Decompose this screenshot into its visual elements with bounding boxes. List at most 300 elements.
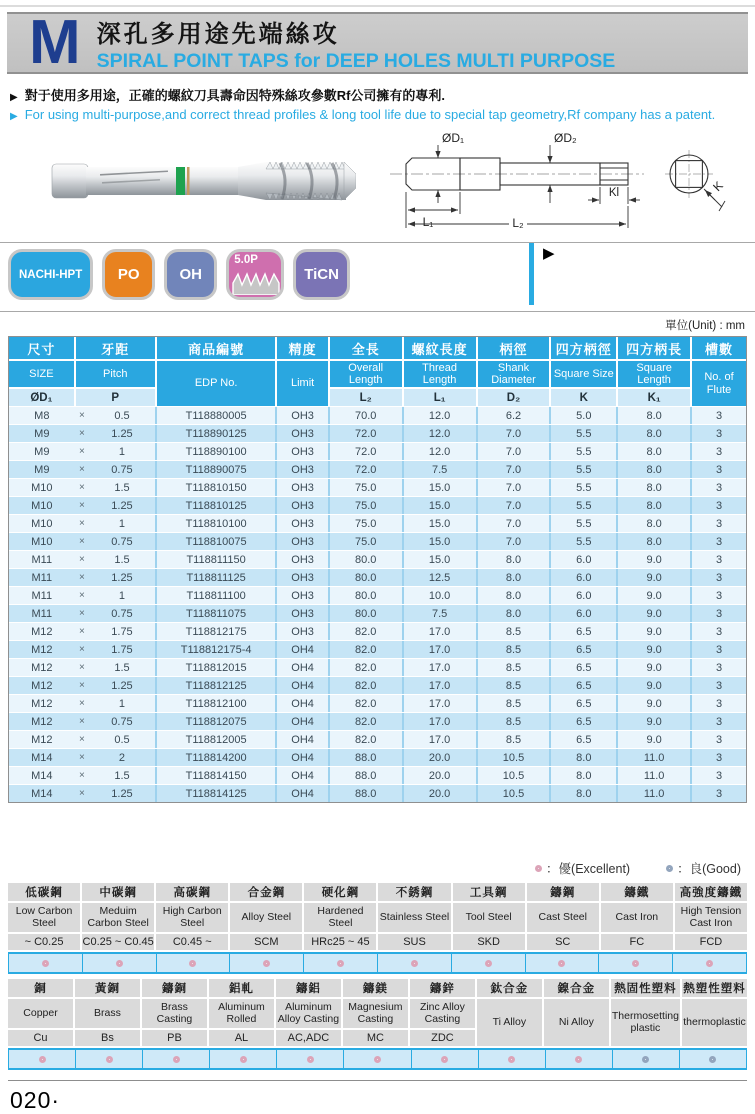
pitch-value: 1.5 bbox=[114, 769, 130, 782]
thread-length-cell: 17.0 bbox=[404, 713, 476, 730]
section-letter: M bbox=[29, 8, 81, 77]
pitch-value: 1 bbox=[118, 445, 126, 458]
flute-cell: 3 bbox=[692, 479, 746, 496]
material-name-en: Meduim Carbon Steel bbox=[82, 903, 154, 932]
material-table-steel-marks bbox=[8, 952, 747, 974]
edp-cell: T118812175-4 bbox=[157, 641, 276, 658]
table-row bbox=[9, 532, 746, 550]
tap-tip bbox=[344, 162, 356, 200]
overall-length-cell: 80.0 bbox=[330, 551, 402, 568]
overall-length-cell: 80.0 bbox=[330, 605, 402, 622]
flute-cell: 3 bbox=[692, 569, 746, 586]
bullet-en-text: For using multi-purpose,and correct thread profiles & long tool life due to special tap geometry,Rf company has a patent. bbox=[24, 107, 716, 122]
badge-label: TiCN bbox=[304, 266, 339, 283]
edp-cell: T118810150 bbox=[157, 479, 276, 496]
square-size-cell: 6.5 bbox=[551, 677, 616, 694]
rating-cell bbox=[525, 954, 599, 972]
limit-cell: OH4 bbox=[277, 641, 327, 658]
size-pitch-cell bbox=[9, 587, 155, 604]
shank-diameter-cell: 8.5 bbox=[478, 677, 550, 694]
spacer bbox=[0, 803, 755, 859]
flute-cell: 3 bbox=[692, 407, 746, 424]
material-name-en: Copper bbox=[8, 999, 73, 1028]
square-length-cell: 8.0 bbox=[618, 479, 690, 496]
table-row bbox=[9, 460, 746, 478]
times-symbol: × bbox=[78, 446, 85, 457]
material-name-zh: 銅 bbox=[8, 979, 73, 997]
material-name-zh: 合金鋼 bbox=[230, 883, 302, 901]
badge-label: 5.0P bbox=[234, 254, 258, 266]
rating-cell bbox=[411, 1050, 478, 1068]
square-size-cell: 8.0 bbox=[551, 767, 616, 784]
table-row bbox=[9, 784, 746, 802]
flute-cell: 3 bbox=[692, 641, 746, 658]
material-name-en: Tool Steel bbox=[453, 903, 525, 932]
square-size-cell: 6.0 bbox=[551, 569, 616, 586]
limit-cell: OH3 bbox=[277, 497, 327, 514]
size-value: M11 bbox=[31, 607, 53, 620]
overall-length-cell: 80.0 bbox=[330, 569, 402, 586]
material-code: Bs bbox=[75, 1030, 140, 1046]
badge-po bbox=[102, 249, 155, 300]
pitch-value: 2 bbox=[118, 751, 126, 764]
square-length-cell: 11.0 bbox=[618, 749, 690, 766]
material-name-en: Cast Steel bbox=[527, 903, 599, 932]
page-title-zh: 深孔多用途先端絲攻 bbox=[96, 20, 340, 48]
rating-cell bbox=[9, 954, 82, 972]
flute-cell: 3 bbox=[692, 695, 746, 712]
col-header-zh: 牙距 bbox=[76, 337, 155, 359]
square-size-cell: 5.5 bbox=[551, 479, 616, 496]
table-row bbox=[9, 640, 746, 658]
edp-cell: T118812075 bbox=[157, 713, 276, 730]
material-name-en: Aluminum Alloy Casting bbox=[276, 999, 341, 1028]
good-mark-icon bbox=[709, 1056, 716, 1063]
square-size-cell: 5.5 bbox=[551, 425, 616, 442]
col-header-en: Thread Length bbox=[404, 361, 476, 387]
square-size-cell: 5.5 bbox=[551, 461, 616, 478]
times-symbol: × bbox=[78, 410, 85, 421]
limit-cell: OH3 bbox=[277, 623, 327, 640]
material-name-en: thermoplastic bbox=[682, 999, 747, 1046]
thread-length-cell: 15.0 bbox=[404, 497, 476, 514]
square-size-cell: 6.5 bbox=[551, 659, 616, 676]
material-name-zh: 鑄鎂 bbox=[343, 979, 408, 997]
excellent-mark-icon bbox=[632, 960, 639, 967]
shank-diameter-cell: 7.0 bbox=[478, 533, 550, 550]
table-row bbox=[9, 748, 746, 766]
col-header-en: Square Size bbox=[551, 361, 616, 387]
spec-table-header bbox=[9, 337, 746, 406]
size-value: M12 bbox=[31, 643, 53, 656]
legend-good-label: ：良(Good) bbox=[677, 862, 741, 876]
table-row bbox=[9, 730, 746, 748]
material-name-zh: 黃銅 bbox=[75, 979, 140, 997]
footer-rule bbox=[8, 1080, 747, 1081]
material-name-en: Stainless Steel bbox=[378, 903, 450, 932]
col-header-en: SIZE bbox=[9, 361, 74, 387]
flute-cell: 3 bbox=[692, 515, 746, 532]
material-name-zh: 鑄鋼 bbox=[527, 883, 599, 901]
limit-cell: OH3 bbox=[277, 551, 327, 568]
tap-product-photo bbox=[26, 134, 356, 234]
square-length-cell: 8.0 bbox=[618, 425, 690, 442]
edp-cell: T118814150 bbox=[157, 767, 276, 784]
square-size-cell: 5.5 bbox=[551, 533, 616, 550]
badge-ticn bbox=[293, 249, 350, 300]
material-table-nonferrous-marks bbox=[8, 1048, 747, 1070]
material-table-steel bbox=[8, 883, 747, 974]
material-name-en: Zinc Alloy Casting bbox=[410, 999, 475, 1028]
size-value: M14 bbox=[31, 751, 53, 764]
size-pitch-cell bbox=[9, 641, 155, 658]
times-symbol: × bbox=[78, 716, 85, 727]
square-length-cell: 9.0 bbox=[618, 713, 690, 730]
material-name-en: Magnesium Casting bbox=[343, 999, 408, 1028]
excellent-mark-icon bbox=[106, 1056, 113, 1063]
size-pitch-cell bbox=[9, 479, 155, 496]
flute-cell: 3 bbox=[692, 767, 746, 784]
rating-cell bbox=[545, 1050, 612, 1068]
material-name-zh: 熱固性塑料 bbox=[611, 979, 680, 997]
square-size-cell: 5.0 bbox=[551, 407, 616, 424]
limit-cell: OH3 bbox=[277, 425, 327, 442]
size-value: M8 bbox=[34, 409, 50, 422]
spec-table bbox=[8, 336, 747, 803]
size-value: M11 bbox=[31, 553, 53, 566]
thread-length-cell: 12.5 bbox=[404, 569, 476, 586]
square-size-cell: 5.5 bbox=[551, 497, 616, 514]
material-code: AL bbox=[209, 1030, 274, 1046]
material-name-en: Hardened Steel bbox=[304, 903, 376, 932]
limit-cell: OH4 bbox=[277, 713, 327, 730]
material-name-en: High Carbon Steel bbox=[156, 903, 228, 932]
badge-nachi-hpt bbox=[8, 249, 93, 300]
col-header-zh: 四方柄徑 bbox=[551, 337, 616, 359]
col-header-zh: 柄徑 bbox=[478, 337, 550, 359]
thread-length-cell: 17.0 bbox=[404, 731, 476, 748]
excellent-mark-icon bbox=[116, 960, 123, 967]
edp-cell: T118814125 bbox=[157, 785, 276, 802]
square-size-cell: 5.5 bbox=[551, 443, 616, 460]
square-length-cell: 9.0 bbox=[618, 605, 690, 622]
size-pitch-cell bbox=[9, 749, 155, 766]
edp-cell: T118810075 bbox=[157, 533, 276, 550]
square-length-cell: 11.0 bbox=[618, 785, 690, 802]
excellent-mark-icon bbox=[411, 960, 418, 967]
col-header-symbol: L₂ bbox=[330, 389, 402, 406]
overall-length-cell: 82.0 bbox=[330, 641, 402, 658]
times-symbol: × bbox=[78, 770, 85, 781]
edp-cell: T118811075 bbox=[157, 605, 276, 622]
shank-diameter-cell: 7.0 bbox=[478, 479, 550, 496]
square-size-cell: 5.5 bbox=[551, 515, 616, 532]
shank-diameter-cell: 8.0 bbox=[478, 569, 550, 586]
thread-length-cell: 15.0 bbox=[404, 551, 476, 568]
k-label: K bbox=[710, 178, 726, 195]
thread-length-cell: 17.0 bbox=[404, 695, 476, 712]
material-name-en: Brass Casting bbox=[142, 999, 207, 1028]
l1-label: L₁ bbox=[422, 215, 434, 229]
overall-length-cell: 75.0 bbox=[330, 515, 402, 532]
excellent-mark-icon bbox=[173, 1056, 180, 1063]
col-header-en: Limit bbox=[277, 361, 327, 406]
material-name-en: Ti Alloy bbox=[477, 999, 542, 1046]
table-row bbox=[9, 406, 746, 424]
size-pitch-cell bbox=[9, 443, 155, 460]
rating-legend bbox=[14, 859, 741, 877]
material-code: AC,ADC bbox=[276, 1030, 341, 1046]
size-pitch-cell bbox=[9, 515, 155, 532]
material-name-zh: 鋁軋 bbox=[209, 979, 274, 997]
excellent-mark-icon bbox=[441, 1056, 448, 1063]
rating-cell bbox=[679, 1050, 746, 1068]
size-value: M9 bbox=[34, 427, 50, 440]
overall-length-cell: 82.0 bbox=[330, 731, 402, 748]
edp-cell: T118890125 bbox=[157, 425, 276, 442]
thread-length-cell: 7.5 bbox=[404, 461, 476, 478]
square-size-cell: 6.5 bbox=[551, 695, 616, 712]
rating-cell bbox=[209, 1050, 276, 1068]
times-symbol: × bbox=[78, 518, 85, 529]
material-name-zh: 不銹鋼 bbox=[378, 883, 450, 901]
edp-cell: T118812125 bbox=[157, 677, 276, 694]
overall-length-cell: 88.0 bbox=[330, 767, 402, 784]
shank-diameter-cell: 8.0 bbox=[478, 551, 550, 568]
rating-cell bbox=[75, 1050, 142, 1068]
overall-length-cell: 82.0 bbox=[330, 623, 402, 640]
shank-diameter-cell: 7.0 bbox=[478, 425, 550, 442]
limit-cell: OH3 bbox=[277, 479, 327, 496]
flute-cell: 3 bbox=[692, 461, 746, 478]
shank-diameter-cell: 7.0 bbox=[478, 461, 550, 478]
times-symbol: × bbox=[78, 500, 85, 511]
col-header-en: Shank Diameter bbox=[478, 361, 550, 387]
square-length-cell: 9.0 bbox=[618, 641, 690, 658]
flute-cell: 3 bbox=[692, 425, 746, 442]
thread-length-cell: 10.0 bbox=[404, 587, 476, 604]
edp-cell: T118810125 bbox=[157, 497, 276, 514]
size-pitch-cell bbox=[9, 533, 155, 550]
size-pitch-cell bbox=[9, 569, 155, 586]
page-number: 020· bbox=[10, 1087, 61, 1113]
times-symbol: × bbox=[78, 572, 85, 583]
thread-length-cell: 17.0 bbox=[404, 677, 476, 694]
bullet-en bbox=[10, 107, 745, 122]
col-header-symbol: ØD₁ bbox=[9, 389, 74, 406]
legend-excellent bbox=[535, 859, 630, 877]
material-name-en: Alloy Steel bbox=[230, 903, 302, 932]
legend-excellent-label: ：優(Excellent) bbox=[546, 862, 631, 876]
overall-length-cell: 82.0 bbox=[330, 695, 402, 712]
material-code: C0.25 ~ C0.45 bbox=[82, 936, 154, 948]
shank-diameter-cell: 8.5 bbox=[478, 731, 550, 748]
col-header-zh: 槽數 bbox=[692, 337, 746, 359]
rating-cell bbox=[343, 1050, 410, 1068]
times-symbol: × bbox=[78, 464, 85, 475]
badges bbox=[8, 249, 350, 307]
d2-label: ØD₂ bbox=[554, 131, 577, 145]
edp-cell: T118810100 bbox=[157, 515, 276, 532]
table-row bbox=[9, 442, 746, 460]
thread-length-cell: 15.0 bbox=[404, 533, 476, 550]
rating-cell bbox=[229, 954, 303, 972]
square-length-cell: 11.0 bbox=[618, 767, 690, 784]
material-code: SCM bbox=[230, 934, 302, 950]
table-row bbox=[9, 424, 746, 442]
pitch-value: 1 bbox=[118, 589, 126, 602]
col-header-zh: 全長 bbox=[330, 337, 402, 359]
pitch-value: 1.25 bbox=[111, 499, 133, 512]
thread-length-cell: 12.0 bbox=[404, 407, 476, 424]
shank-diameter-cell: 8.5 bbox=[478, 713, 550, 730]
shank-diameter-cell: 8.5 bbox=[478, 641, 550, 658]
flute-cell: 3 bbox=[692, 533, 746, 550]
limit-cell: OH4 bbox=[277, 785, 327, 802]
edp-cell: T118880005 bbox=[157, 407, 276, 424]
square-size-cell: 6.5 bbox=[551, 713, 616, 730]
pitch-value: 0.75 bbox=[111, 463, 133, 476]
material-code: SKD bbox=[453, 934, 525, 950]
col-header-zh: 四方柄長 bbox=[618, 337, 690, 359]
size-value: M12 bbox=[31, 715, 53, 728]
shank-diameter-cell: 10.5 bbox=[478, 785, 550, 802]
size-value: M10 bbox=[31, 535, 53, 548]
size-pitch-cell bbox=[9, 713, 155, 730]
square-size-cell: 6.0 bbox=[551, 587, 616, 604]
flute-cell: 3 bbox=[692, 497, 746, 514]
excellent-mark-icon bbox=[307, 1056, 314, 1063]
size-pitch-cell bbox=[9, 767, 155, 784]
overall-length-cell: 88.0 bbox=[330, 785, 402, 802]
accent-bar bbox=[529, 243, 534, 305]
square-length-cell: 8.0 bbox=[618, 461, 690, 478]
edp-cell: T118814200 bbox=[157, 749, 276, 766]
material-code: Cu bbox=[8, 1030, 73, 1046]
times-symbol: × bbox=[78, 608, 85, 619]
times-symbol: × bbox=[78, 788, 85, 799]
material-name-zh: 鑄鐵 bbox=[601, 883, 673, 901]
size-value: M9 bbox=[34, 463, 50, 476]
limit-cell: OH3 bbox=[277, 443, 327, 460]
col-header-zh: 精度 bbox=[277, 337, 327, 359]
square-length-cell: 8.0 bbox=[618, 443, 690, 460]
col-header-symbol: D₂ bbox=[478, 389, 550, 406]
times-symbol: × bbox=[78, 644, 85, 655]
material-name-en: Aluminum Rolled bbox=[209, 999, 274, 1028]
dimension-drawing bbox=[384, 130, 731, 238]
limit-cell: OH3 bbox=[277, 587, 327, 604]
table-row bbox=[9, 658, 746, 676]
rating-cell bbox=[451, 954, 525, 972]
catalog-page bbox=[0, 5, 755, 1114]
pitch-value: 1.75 bbox=[111, 625, 133, 638]
shank-diameter-cell: 8.0 bbox=[478, 605, 550, 622]
col-header-en: Pitch bbox=[76, 361, 155, 387]
limit-cell: OH3 bbox=[277, 605, 327, 622]
rating-cell bbox=[377, 954, 451, 972]
thread-length-cell: 15.0 bbox=[404, 515, 476, 532]
rating-cell bbox=[82, 954, 156, 972]
spec-table-body bbox=[9, 406, 746, 802]
pitch-value: 1.25 bbox=[111, 571, 133, 584]
table-row bbox=[9, 694, 746, 712]
size-pitch-cell bbox=[9, 461, 155, 478]
table-row bbox=[9, 568, 746, 586]
excellent-mark-icon bbox=[575, 1056, 582, 1063]
badge-5-0p bbox=[226, 249, 284, 300]
overall-length-cell: 72.0 bbox=[330, 443, 402, 460]
thread-length-cell: 17.0 bbox=[404, 623, 476, 640]
divider bbox=[0, 311, 755, 312]
table-row bbox=[9, 712, 746, 730]
material-code: C0.45 ~ bbox=[156, 934, 228, 950]
flute-cell: 3 bbox=[692, 659, 746, 676]
times-symbol: × bbox=[78, 554, 85, 565]
times-symbol: × bbox=[78, 680, 85, 691]
material-name-en: Cast Iron bbox=[601, 903, 673, 932]
badge-label: OH bbox=[179, 266, 202, 283]
material-code: FCD bbox=[675, 934, 747, 950]
overall-length-cell: 80.0 bbox=[330, 587, 402, 604]
top-rule bbox=[0, 5, 755, 7]
size-pitch-cell bbox=[9, 551, 155, 568]
limit-cell: OH3 bbox=[277, 533, 327, 550]
badge-row bbox=[0, 243, 755, 307]
size-value: M14 bbox=[31, 769, 53, 782]
shank-diameter-cell: 8.0 bbox=[478, 587, 550, 604]
square-length-cell: 8.0 bbox=[618, 407, 690, 424]
material-name-zh: 高碳鋼 bbox=[156, 883, 228, 901]
overall-length-cell: 75.0 bbox=[330, 479, 402, 496]
table-row bbox=[9, 676, 746, 694]
table-row bbox=[9, 478, 746, 496]
square-length-cell: 8.0 bbox=[618, 533, 690, 550]
material-name-zh: 硬化鋼 bbox=[304, 883, 376, 901]
rating-cell bbox=[156, 954, 230, 972]
times-symbol: × bbox=[78, 734, 85, 745]
limit-cell: OH3 bbox=[277, 569, 327, 586]
square-length-cell: 8.0 bbox=[618, 515, 690, 532]
size-value: M9 bbox=[34, 445, 50, 458]
title-bar bbox=[7, 8, 748, 77]
times-symbol: × bbox=[78, 662, 85, 673]
pitch-value: 0.5 bbox=[114, 409, 130, 422]
material-code: MC bbox=[343, 1030, 408, 1046]
unit-label: 單位(Unit) : mm bbox=[665, 320, 745, 332]
col-header-en: No. of Flute bbox=[692, 361, 746, 406]
limit-cell: OH4 bbox=[277, 695, 327, 712]
rating-cell bbox=[303, 954, 377, 972]
square-length-cell: 8.0 bbox=[618, 497, 690, 514]
size-pitch-cell bbox=[9, 497, 155, 514]
size-pitch-cell bbox=[9, 425, 155, 442]
square-length-cell: 9.0 bbox=[618, 587, 690, 604]
excellent-mark-icon bbox=[558, 960, 565, 967]
times-symbol: × bbox=[78, 482, 85, 493]
material-name-zh: 鈦合金 bbox=[477, 979, 542, 997]
thread-length-cell: 20.0 bbox=[404, 749, 476, 766]
size-pitch-cell bbox=[9, 677, 155, 694]
limit-cell: OH4 bbox=[277, 749, 327, 766]
excellent-mark-icon bbox=[263, 960, 270, 967]
rating-cell bbox=[276, 1050, 343, 1068]
edp-cell: T118812015 bbox=[157, 659, 276, 676]
excellent-mark-icon bbox=[485, 960, 492, 967]
square-length-cell: 9.0 bbox=[618, 551, 690, 568]
shank-diameter-cell: 10.5 bbox=[478, 767, 550, 784]
material-code: ~ C0.25 bbox=[8, 934, 80, 950]
